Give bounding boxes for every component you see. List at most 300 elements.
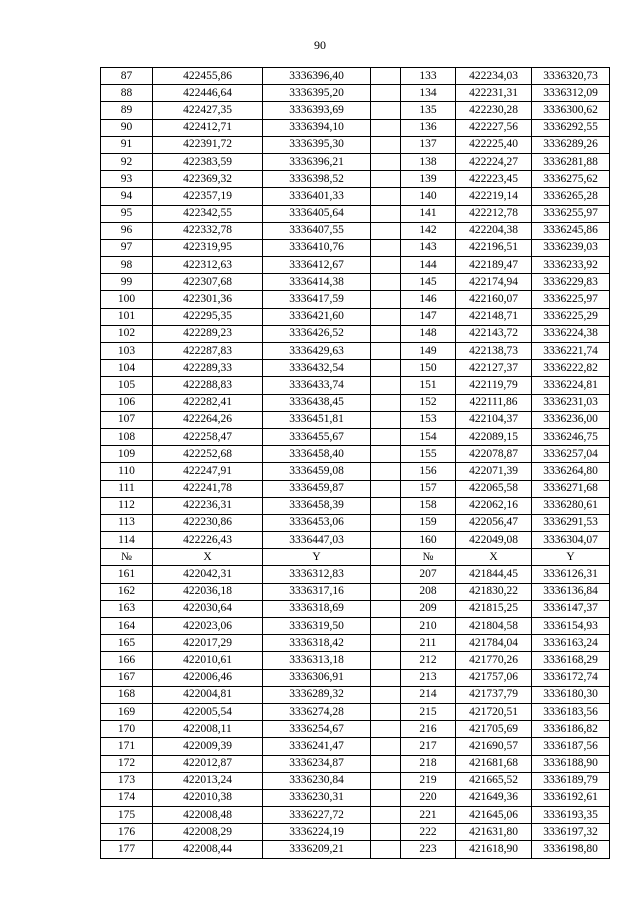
table-row [101, 119, 610, 136]
y-coordinate-cell: 3336246,75 [532, 428, 610, 445]
y-coordinate-cell: 3336291,53 [532, 514, 610, 531]
y-coordinate-cell: 3336414,38 [263, 274, 371, 291]
gap-cell [371, 841, 401, 858]
point-number-cell: 105 [101, 377, 153, 394]
x-coordinate-cell: 422234,03 [456, 68, 532, 85]
x-coordinate-cell: 421618,90 [456, 841, 532, 858]
table-row [101, 824, 610, 841]
point-number-cell: 99 [101, 274, 153, 291]
x-coordinate-cell: 422036,18 [153, 583, 263, 600]
table-row [101, 411, 610, 428]
point-number-cell: 139 [401, 171, 456, 188]
point-number-cell: 133 [401, 68, 456, 85]
gap-cell [371, 188, 401, 205]
x-coordinate-cell: 422307,68 [153, 274, 263, 291]
x-coordinate-cell: 422369,32 [153, 171, 263, 188]
x-coordinate-cell: 422288,83 [153, 377, 263, 394]
gap-cell [371, 686, 401, 703]
y-coordinate-cell: 3336255,97 [532, 205, 610, 222]
gap-cell [371, 635, 401, 652]
y-coordinate-cell: 3336317,16 [263, 583, 371, 600]
point-number-cell: 100 [101, 291, 153, 308]
point-number-cell: 101 [101, 308, 153, 325]
y-coordinate-cell: 3336401,33 [263, 188, 371, 205]
gap-cell [371, 514, 401, 531]
y-coordinate-cell: 3336447,03 [263, 532, 371, 549]
y-coordinate-cell: 3336421,60 [263, 308, 371, 325]
y-coordinate-cell: 3336231,03 [532, 394, 610, 411]
table-row [101, 703, 610, 720]
point-number-cell: 177 [101, 841, 153, 858]
y-coordinate-cell: 3336459,08 [263, 463, 371, 480]
x-coordinate-cell: 421645,06 [456, 807, 532, 824]
y-coordinate-cell: 3336224,38 [532, 325, 610, 342]
point-number-cell: 172 [101, 755, 153, 772]
table-row [101, 686, 610, 703]
x-coordinate-cell: 422089,15 [456, 428, 532, 445]
x-coordinate-cell: 422008,44 [153, 841, 263, 858]
table-row [101, 222, 610, 239]
column-header-y: Y [263, 549, 371, 566]
y-coordinate-cell: 3336254,67 [263, 721, 371, 738]
x-coordinate-cell: 422012,87 [153, 755, 263, 772]
x-coordinate-cell: 422342,55 [153, 205, 263, 222]
gap-cell [371, 583, 401, 600]
column-header-x: X [456, 549, 532, 566]
gap-cell [371, 119, 401, 136]
x-coordinate-cell: 422013,24 [153, 772, 263, 789]
point-number-cell: 93 [101, 171, 153, 188]
table-row [101, 68, 610, 85]
x-coordinate-cell: 422412,71 [153, 119, 263, 136]
x-coordinate-cell: 422247,91 [153, 463, 263, 480]
point-number-cell: 161 [101, 566, 153, 583]
y-coordinate-cell: 3336280,61 [532, 497, 610, 514]
y-coordinate-cell: 3336459,87 [263, 480, 371, 497]
gap-cell [371, 824, 401, 841]
point-number-cell: 207 [401, 566, 456, 583]
y-coordinate-cell: 3336198,80 [532, 841, 610, 858]
x-coordinate-cell: 422219,14 [456, 188, 532, 205]
point-number-cell: 216 [401, 721, 456, 738]
gap-cell [371, 171, 401, 188]
point-number-cell: 138 [401, 153, 456, 170]
x-coordinate-cell: 422008,11 [153, 721, 263, 738]
y-coordinate-cell: 3336193,35 [532, 807, 610, 824]
point-number-cell: 135 [401, 102, 456, 119]
point-number-cell: 173 [101, 772, 153, 789]
y-coordinate-cell: 3336230,84 [263, 772, 371, 789]
point-number-cell: 154 [401, 428, 456, 445]
point-number-cell: 149 [401, 343, 456, 360]
gap-cell [371, 377, 401, 394]
y-coordinate-cell: 3336245,86 [532, 222, 610, 239]
gap-cell [371, 325, 401, 342]
point-number-cell: 157 [401, 480, 456, 497]
point-number-cell: 162 [101, 583, 153, 600]
x-coordinate-cell: 422241,78 [153, 480, 263, 497]
x-coordinate-cell: 421690,57 [456, 738, 532, 755]
x-coordinate-cell: 422078,87 [456, 446, 532, 463]
x-coordinate-cell: 422357,19 [153, 188, 263, 205]
x-coordinate-cell: 422289,33 [153, 360, 263, 377]
y-coordinate-cell: 3336417,59 [263, 291, 371, 308]
point-number-cell: 142 [401, 222, 456, 239]
y-coordinate-cell: 3336396,21 [263, 153, 371, 170]
x-coordinate-cell: 422258,47 [153, 428, 263, 445]
x-coordinate-cell: 422236,31 [153, 497, 263, 514]
table-row [101, 566, 610, 583]
table-row [101, 721, 610, 738]
y-coordinate-cell: 3336412,67 [263, 257, 371, 274]
y-coordinate-cell: 3336163,24 [532, 635, 610, 652]
gap-cell [371, 343, 401, 360]
x-coordinate-cell: 422056,47 [456, 514, 532, 531]
table-row [101, 257, 610, 274]
x-coordinate-cell: 422287,83 [153, 343, 263, 360]
table-row [101, 239, 610, 256]
table-row [101, 618, 610, 635]
gap-cell [371, 618, 401, 635]
x-coordinate-cell: 422455,86 [153, 68, 263, 85]
x-coordinate-cell: 422391,72 [153, 136, 263, 153]
table-row [101, 738, 610, 755]
gap-cell [371, 136, 401, 153]
table-row [101, 480, 610, 497]
point-number-cell: 141 [401, 205, 456, 222]
y-coordinate-cell: 3336188,90 [532, 755, 610, 772]
table-row [101, 841, 610, 858]
x-coordinate-cell: 421737,79 [456, 686, 532, 703]
point-number-cell: 171 [101, 738, 153, 755]
point-number-cell: 219 [401, 772, 456, 789]
x-coordinate-cell: 422332,78 [153, 222, 263, 239]
y-coordinate-cell: 3336312,09 [532, 85, 610, 102]
y-coordinate-cell: 3336318,42 [263, 635, 371, 652]
x-coordinate-cell: 421784,04 [456, 635, 532, 652]
point-number-cell: 174 [101, 789, 153, 806]
table-row [101, 291, 610, 308]
table-row [101, 85, 610, 102]
point-number-cell: 217 [401, 738, 456, 755]
point-number-cell: 158 [401, 497, 456, 514]
column-header-y: Y [532, 549, 610, 566]
y-coordinate-cell: 3336225,29 [532, 308, 610, 325]
table-row [101, 669, 610, 686]
y-coordinate-cell: 3336281,88 [532, 153, 610, 170]
x-coordinate-cell: 422030,64 [153, 600, 263, 617]
point-number-cell: 150 [401, 360, 456, 377]
gap-cell [371, 703, 401, 720]
gap-cell [371, 274, 401, 291]
y-coordinate-cell: 3336234,87 [263, 755, 371, 772]
point-number-cell: 91 [101, 136, 153, 153]
y-coordinate-cell: 3336147,37 [532, 600, 610, 617]
x-coordinate-cell: 422065,58 [456, 480, 532, 497]
x-coordinate-cell: 422230,86 [153, 514, 263, 531]
y-coordinate-cell: 3336222,82 [532, 360, 610, 377]
y-coordinate-cell: 3336433,74 [263, 377, 371, 394]
x-coordinate-cell: 421681,68 [456, 755, 532, 772]
y-coordinate-cell: 3336438,45 [263, 394, 371, 411]
gap-cell [371, 549, 401, 566]
x-coordinate-cell: 422226,43 [153, 532, 263, 549]
x-coordinate-cell: 422148,71 [456, 308, 532, 325]
point-number-cell: 176 [101, 824, 153, 841]
point-number-cell: 175 [101, 807, 153, 824]
x-coordinate-cell: 421804,58 [456, 618, 532, 635]
point-number-cell: 134 [401, 85, 456, 102]
y-coordinate-cell: 3336186,82 [532, 721, 610, 738]
x-coordinate-cell: 422225,40 [456, 136, 532, 153]
y-coordinate-cell: 3336192,61 [532, 789, 610, 806]
x-coordinate-cell: 422223,45 [456, 171, 532, 188]
x-coordinate-cell: 422010,61 [153, 652, 263, 669]
point-number-cell: 159 [401, 514, 456, 531]
point-number-cell: 167 [101, 669, 153, 686]
y-coordinate-cell: 3336432,54 [263, 360, 371, 377]
coordinates-table-body [101, 68, 610, 859]
y-coordinate-cell: 3336393,69 [263, 102, 371, 119]
x-coordinate-cell: 422010,38 [153, 789, 263, 806]
table-row [101, 497, 610, 514]
y-coordinate-cell: 3336264,80 [532, 463, 610, 480]
y-coordinate-cell: 3336187,56 [532, 738, 610, 755]
point-number-cell: 160 [401, 532, 456, 549]
y-coordinate-cell: 3336221,74 [532, 343, 610, 360]
table-row [101, 583, 610, 600]
gap-cell [371, 222, 401, 239]
y-coordinate-cell: 3336292,55 [532, 119, 610, 136]
x-coordinate-cell: 422224,27 [456, 153, 532, 170]
point-number-cell: 222 [401, 824, 456, 841]
column-header-num: № [401, 549, 456, 566]
table-row [101, 274, 610, 291]
y-coordinate-cell: 3336320,73 [532, 68, 610, 85]
y-coordinate-cell: 3336304,07 [532, 532, 610, 549]
gap-cell [371, 85, 401, 102]
point-number-cell: 215 [401, 703, 456, 720]
gap-cell [371, 600, 401, 617]
y-coordinate-cell: 3336209,21 [263, 841, 371, 858]
table-row [101, 325, 610, 342]
y-coordinate-cell: 3336225,97 [532, 291, 610, 308]
point-number-cell: 97 [101, 239, 153, 256]
x-coordinate-cell: 422004,81 [153, 686, 263, 703]
x-coordinate-cell: 422138,73 [456, 343, 532, 360]
y-coordinate-cell: 3336154,93 [532, 618, 610, 635]
gap-cell [371, 394, 401, 411]
table-row [101, 446, 610, 463]
table-row [101, 377, 610, 394]
x-coordinate-cell: 422017,29 [153, 635, 263, 652]
y-coordinate-cell: 3336453,06 [263, 514, 371, 531]
point-number-cell: 137 [401, 136, 456, 153]
gap-cell [371, 153, 401, 170]
y-coordinate-cell: 3336233,92 [532, 257, 610, 274]
point-number-cell: 145 [401, 274, 456, 291]
x-coordinate-cell: 421720,51 [456, 703, 532, 720]
gap-cell [371, 257, 401, 274]
point-number-cell: 92 [101, 153, 153, 170]
point-number-cell: 95 [101, 205, 153, 222]
gap-cell [371, 239, 401, 256]
y-coordinate-cell: 3336395,20 [263, 85, 371, 102]
x-coordinate-cell: 422008,48 [153, 807, 263, 824]
x-coordinate-cell: 421830,22 [456, 583, 532, 600]
point-number-cell: 90 [101, 119, 153, 136]
x-coordinate-cell: 421770,26 [456, 652, 532, 669]
x-coordinate-cell: 422042,31 [153, 566, 263, 583]
point-number-cell: 151 [401, 377, 456, 394]
y-coordinate-cell: 3336289,26 [532, 136, 610, 153]
x-coordinate-cell: 422062,16 [456, 497, 532, 514]
gap-cell [371, 497, 401, 514]
table-row [101, 514, 610, 531]
y-coordinate-cell: 3336405,64 [263, 205, 371, 222]
gap-cell [371, 463, 401, 480]
point-number-cell: 166 [101, 652, 153, 669]
gap-cell [371, 308, 401, 325]
point-number-cell: 211 [401, 635, 456, 652]
x-coordinate-cell: 422104,37 [456, 411, 532, 428]
point-number-cell: 152 [401, 394, 456, 411]
point-number-cell: 114 [101, 532, 153, 549]
gap-cell [371, 532, 401, 549]
x-coordinate-cell: 421649,36 [456, 789, 532, 806]
point-number-cell: 168 [101, 686, 153, 703]
point-number-cell: 155 [401, 446, 456, 463]
table-row [101, 360, 610, 377]
gap-cell [371, 669, 401, 686]
y-coordinate-cell: 3336271,68 [532, 480, 610, 497]
x-coordinate-cell: 422160,07 [456, 291, 532, 308]
table-row [101, 188, 610, 205]
point-number-cell: 108 [101, 428, 153, 445]
y-coordinate-cell: 3336429,63 [263, 343, 371, 360]
y-coordinate-cell: 3336239,03 [532, 239, 610, 256]
point-number-cell: 208 [401, 583, 456, 600]
point-number-cell: 170 [101, 721, 153, 738]
y-coordinate-cell: 3336394,10 [263, 119, 371, 136]
point-number-cell: 112 [101, 497, 153, 514]
y-coordinate-cell: 3336197,32 [532, 824, 610, 841]
point-number-cell: 148 [401, 325, 456, 342]
gap-cell [371, 480, 401, 497]
x-coordinate-cell: 422231,31 [456, 85, 532, 102]
x-coordinate-cell: 422119,79 [456, 377, 532, 394]
y-coordinate-cell: 3336300,62 [532, 102, 610, 119]
gap-cell [371, 772, 401, 789]
table-row [101, 136, 610, 153]
x-coordinate-cell: 422427,35 [153, 102, 263, 119]
y-coordinate-cell: 3336289,32 [263, 686, 371, 703]
point-number-cell: 98 [101, 257, 153, 274]
table-row [101, 205, 610, 222]
point-number-cell: 140 [401, 188, 456, 205]
x-coordinate-cell: 422282,41 [153, 394, 263, 411]
table-row [101, 807, 610, 824]
x-coordinate-cell: 422295,35 [153, 308, 263, 325]
x-coordinate-cell: 422230,28 [456, 102, 532, 119]
table-row [101, 428, 610, 445]
coordinates-table [100, 67, 610, 859]
x-coordinate-cell: 422383,59 [153, 153, 263, 170]
table-row [101, 343, 610, 360]
point-number-cell: 102 [101, 325, 153, 342]
gap-cell [371, 652, 401, 669]
y-coordinate-cell: 3336136,84 [532, 583, 610, 600]
point-number-cell: 147 [401, 308, 456, 325]
y-coordinate-cell: 3336458,40 [263, 446, 371, 463]
x-coordinate-cell: 421757,06 [456, 669, 532, 686]
column-header-x: X [153, 549, 263, 566]
y-coordinate-cell: 3336224,19 [263, 824, 371, 841]
x-coordinate-cell: 422196,51 [456, 239, 532, 256]
x-coordinate-cell: 422005,54 [153, 703, 263, 720]
x-coordinate-cell: 422174,94 [456, 274, 532, 291]
point-number-cell: 221 [401, 807, 456, 824]
gap-cell [371, 566, 401, 583]
x-coordinate-cell: 422227,56 [456, 119, 532, 136]
x-coordinate-cell: 422006,46 [153, 669, 263, 686]
point-number-cell: 214 [401, 686, 456, 703]
point-number-cell: 220 [401, 789, 456, 806]
x-coordinate-cell: 421844,45 [456, 566, 532, 583]
point-number-cell: 88 [101, 85, 153, 102]
y-coordinate-cell: 3336398,52 [263, 171, 371, 188]
point-number-cell: 113 [101, 514, 153, 531]
table-row [101, 635, 610, 652]
table-row [101, 789, 610, 806]
y-coordinate-cell: 3336126,31 [532, 566, 610, 583]
x-coordinate-cell: 422204,38 [456, 222, 532, 239]
gap-cell [371, 411, 401, 428]
y-coordinate-cell: 3336455,67 [263, 428, 371, 445]
x-coordinate-cell: 422143,72 [456, 325, 532, 342]
point-number-cell: 87 [101, 68, 153, 85]
table-row [101, 600, 610, 617]
point-number-cell: 210 [401, 618, 456, 635]
y-coordinate-cell: 3336395,30 [263, 136, 371, 153]
x-coordinate-cell: 421665,52 [456, 772, 532, 789]
y-coordinate-cell: 3336180,30 [532, 686, 610, 703]
x-coordinate-cell: 422312,63 [153, 257, 263, 274]
y-coordinate-cell: 3336224,81 [532, 377, 610, 394]
point-number-cell: 89 [101, 102, 153, 119]
point-number-cell: 153 [401, 411, 456, 428]
gap-cell [371, 738, 401, 755]
y-coordinate-cell: 3336318,69 [263, 600, 371, 617]
x-coordinate-cell: 422009,39 [153, 738, 263, 755]
gap-cell [371, 428, 401, 445]
point-number-cell: 104 [101, 360, 153, 377]
table-row [101, 772, 610, 789]
point-number-cell: 136 [401, 119, 456, 136]
y-coordinate-cell: 3336313,18 [263, 652, 371, 669]
y-coordinate-cell: 3336257,04 [532, 446, 610, 463]
y-coordinate-cell: 3336451,81 [263, 411, 371, 428]
table-row [101, 102, 610, 119]
x-coordinate-cell: 422111,86 [456, 394, 532, 411]
y-coordinate-cell: 3336410,76 [263, 239, 371, 256]
page-number: 90 [314, 38, 326, 52]
x-coordinate-cell: 422049,08 [456, 532, 532, 549]
point-number-cell: 94 [101, 188, 153, 205]
gap-cell [371, 755, 401, 772]
y-coordinate-cell: 3336236,00 [532, 411, 610, 428]
point-number-cell: 111 [101, 480, 153, 497]
